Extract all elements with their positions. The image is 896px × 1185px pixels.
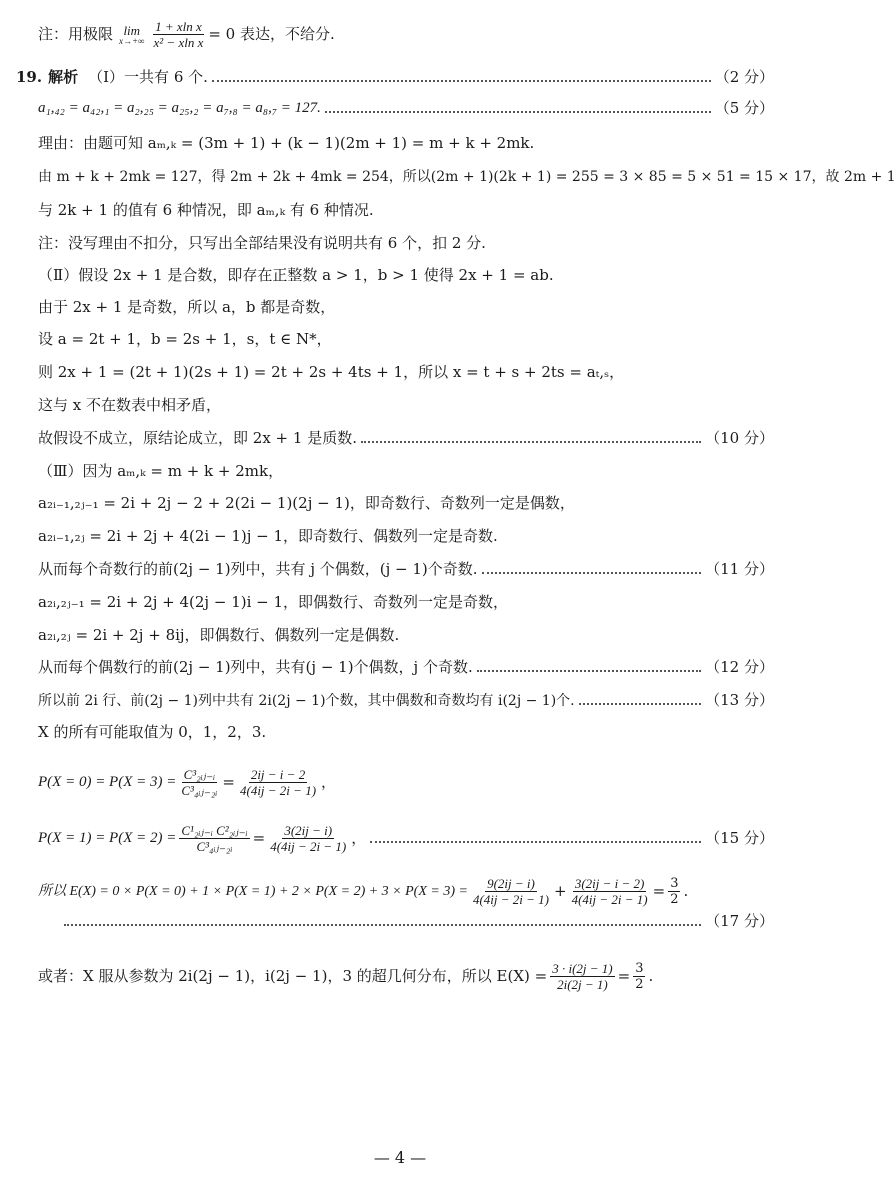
expectation-f3-den: 2 [670, 892, 679, 907]
part3-line-7 [38, 660, 774, 675]
score-12: （12 分） [705, 658, 774, 676]
alternative-equals: = [617, 967, 631, 985]
leader-dots [370, 839, 701, 843]
score-17-line [60, 914, 774, 929]
part2-line-2 [38, 300, 774, 315]
prob-x1-f2-num: 3(2ij − i) [284, 823, 333, 838]
alternative-f1-den: 2i(2j − 1) [557, 977, 608, 992]
reason-text: 理由：由题可知 aₘ,ₖ = (3m + 1) + (k − 1)(2m + 1) = m + k + 2mk. [38, 134, 535, 152]
note-limit [38, 20, 774, 49]
part2-text-2: 由于 2x + 1 是奇数，所以 a，b 都是奇数， [38, 298, 336, 316]
note-text: 注：没写理由不扣分，只写出全部结果没有说明共有 6 个，扣 2 分. [38, 234, 486, 252]
score-2: （2 分） [714, 68, 774, 86]
part3-text-6: a₂ᵢ,₂ⱼ = 2i + 2j + 8ij，即偶数行、偶数列一定是偶数. [38, 626, 400, 644]
note-line [38, 236, 774, 251]
leader-dots [477, 668, 701, 672]
values-text: a₁,₄₂ = a₄₂,₁ = a₂,₂₅ = a₂₅,₂ = a₇,₈ = a₈,₇ = 127. [38, 100, 321, 116]
prob-x0-fraction-2 [238, 768, 318, 797]
limit-numerator: 1 + xln x [155, 19, 202, 34]
prob-x1-fraction-2 [268, 824, 348, 853]
score-13: （13 分） [705, 691, 774, 709]
limit-denominator: x² − xln x [153, 35, 204, 50]
alternative-f2-num: 3 [635, 961, 644, 976]
part2-line-5 [38, 398, 774, 413]
part3-line-2 [38, 496, 774, 511]
part3-line-4 [38, 562, 774, 577]
expectation-end: . [683, 882, 689, 900]
note-limit-prefix: 注：用极限 [38, 25, 114, 43]
part3-line-1 [38, 464, 774, 479]
expectation-f2-den: 4(4ij − 2i − 1) [571, 892, 648, 907]
prob-x0-f2-num: 2ij − i − 2 [250, 767, 306, 782]
part2-line-6 [38, 431, 774, 446]
part3-text-4: 从而每个奇数行的前(2j − 1)列中，共有 j 个偶数，(j − 1)个奇数. [38, 560, 478, 578]
derive-text-2: 与 2k + 1 的值有 6 种情况，即 aₘ,ₖ 有 6 种情况. [38, 201, 374, 219]
limit-word: lim [123, 22, 141, 38]
expectation-f1-den: 4(4ij − 2i − 1) [472, 892, 549, 907]
leader-dots [361, 439, 701, 443]
prob-x1-line: P(X = 1) = P(X = 2) = $\frac{\text{C¹₂ᵢⱼ₋ᵢ C²₂ᵢⱼ₋ᵢ}}{\text{C³₄ᵢⱼ₋₂ᵢ}}$ = $\frac{3(2ij - i)}{4(4ij - 2i - 1)}$ ， （15 分） [38, 823, 774, 854]
score-5: （5 分） [714, 99, 774, 117]
limit-operator [119, 24, 144, 46]
expectation-lhs: 所以 E(X) = 0 × P(X = 0) + 1 × P(X = 1) + 2 × P(X = 2) + 3 × P(X = 3) = [38, 883, 468, 899]
part2-line-4 [38, 365, 774, 380]
leader-dots [64, 922, 701, 926]
leader-dots [482, 570, 702, 574]
prob-x1-f1-den: C³₄ᵢⱼ₋₂ᵢ [196, 839, 233, 854]
expectation-fraction-2 [570, 877, 650, 906]
alternative-fraction-1 [550, 962, 614, 991]
alternative-f1-num: 3 · i(2j − 1) [552, 961, 613, 976]
expectation-equals: = [652, 882, 666, 900]
part3-line-9 [38, 725, 774, 740]
part3-text-9: X 的所有可能取值为 0，1，2，3. [38, 723, 267, 741]
alternative-line [38, 962, 774, 991]
part3-line-8 [38, 693, 774, 708]
prob-x0-fraction-1 [179, 768, 219, 797]
q19-part1-line [16, 70, 774, 85]
alternative-end: . [648, 967, 654, 985]
alternative-f2-den: 2 [635, 977, 644, 992]
part2-text-5: 这与 x 不在数表中相矛盾， [38, 396, 221, 414]
prob-x1-f2-den: 4(4ij − 2i − 1) [270, 839, 347, 854]
prob-x1-lhs: P(X = 1) = P(X = 2) = [38, 830, 177, 846]
limit-fraction [152, 20, 206, 49]
part3-text-2: a₂ᵢ₋₁,₂ⱼ₋₁ = 2i + 2j − 2 + 2(2i − 1)(2j − 1)，即奇数行、奇数列一定是偶数， [38, 494, 575, 512]
note-limit-suffix: = 0 表达，不给分. [208, 25, 335, 43]
part3-line-6 [38, 628, 774, 643]
part3-text-8: 所以前 2i 行、前(2j − 1)列中共有 2i(2j − 1)个数，其中偶数和奇数均有 i(2j − 1)个. [38, 692, 575, 709]
part3-text-5: a₂ᵢ,₂ⱼ₋₁ = 2i + 2j + 4(2j − 1)i − 1，即偶数行、奇数列一定是奇数， [38, 593, 509, 611]
prob-x0-f2-den: 4(4ij − 2i − 1) [239, 783, 317, 798]
expectation-fraction-3 [668, 877, 680, 906]
question-number: 19. [16, 68, 43, 86]
prob-x1-f1-num: C¹₂ᵢⱼ₋ᵢ C²₂ᵢⱼ₋ᵢ [181, 823, 248, 838]
leader-dots [212, 78, 711, 82]
expectation-plus: + [554, 882, 567, 900]
prob-x0-f1-num: C³₂ᵢⱼ₋ᵢ [183, 767, 216, 782]
part2-line-1 [38, 268, 774, 283]
expectation-f1-num: 9(2ij − i) [487, 876, 535, 891]
page-number: — 4 — [373, 1148, 427, 1167]
part2-text-6: 故假设不成立，原结论成立，即 2x + 1 是质数. [38, 429, 357, 447]
alternative-fraction-2 [633, 962, 645, 991]
prob-x0-f1-den: C³₄ᵢⱼ₋₂ᵢ [181, 783, 218, 798]
score-11: （11 分） [705, 560, 774, 578]
expectation-f2-num: 3(2ij − i − 2) [574, 876, 645, 891]
score-10: （10 分） [705, 429, 774, 447]
expectation-line [38, 877, 774, 906]
derive-text-1: 由 m + k + 2mk = 127，得 2m + 2k + 4mk = 254，所以(2m + 1)(2k + 1) = 255 = 3 × 85 = 5 × 51 = 15 × 17，故 2m + 1 [38, 169, 896, 185]
part3-text-7: 从而每个偶数行的前(2j − 1)列中，共有(j − 1)个偶数，j 个奇数. [38, 658, 473, 676]
leader-dots [579, 701, 702, 705]
part1-text: （Ⅰ）一共有 6 个. [88, 68, 208, 86]
prob-x0-lhs: P(X = 0) = P(X = 3) = [38, 774, 177, 790]
part2-line-3 [38, 332, 774, 347]
prob-x1-fraction-1 [179, 824, 249, 853]
score-15: （15 分） [705, 829, 774, 847]
alternative-prefix: 或者：X 服从参数为 2i(2j − 1)，i(2j − 1)，3 的超几何分布，所以 E(X) = [38, 967, 548, 985]
part2-text-1: （Ⅱ）假设 2x + 1 是合数，即存在正整数 a > 1，b > 1 使得 2x + 1 = ab. [38, 266, 554, 284]
expectation-fraction-1 [471, 877, 551, 906]
part3-text-1: （Ⅲ）因为 aₘ,ₖ = m + k + 2mk， [38, 462, 284, 480]
leader-dots [325, 109, 711, 113]
prob-x0-line: P(X = 0) = P(X = 3) = $\frac{\text{C³₂ᵢⱼ₋ᵢ}}{\text{C³₄ᵢⱼ₋₂ᵢ}}$ = $\frac{2ij - i - 2}{4(4ij - 2i - 1)}$ ， [38, 767, 337, 798]
expectation-f3-num: 3 [670, 876, 679, 891]
limit-subscript: x→+∞ [119, 35, 145, 46]
values-line [38, 101, 774, 116]
part3-line-5 [38, 595, 774, 610]
part3-line-3 [38, 529, 774, 544]
part2-text-4: 则 2x + 1 = (2t + 1)(2s + 1) = 2t + 2s + 4ts + 1，所以 x = t + s + 2ts = aₜ,ₛ， [38, 363, 625, 381]
score-17: （17 分） [705, 912, 774, 930]
derive-line-1 [38, 169, 896, 185]
part2-text-3: 设 a = 2t + 1，b = 2s + 1，s，t ∈ N*， [38, 330, 332, 348]
part3-text-3: a₂ᵢ₋₁,₂ⱼ = 2i + 2j + 4(2i − 1)j − 1，即奇数行、偶数列一定是奇数. [38, 527, 498, 545]
derive-line-2 [38, 203, 774, 218]
analysis-label: 解析 [48, 68, 79, 86]
reason-line [38, 136, 774, 151]
